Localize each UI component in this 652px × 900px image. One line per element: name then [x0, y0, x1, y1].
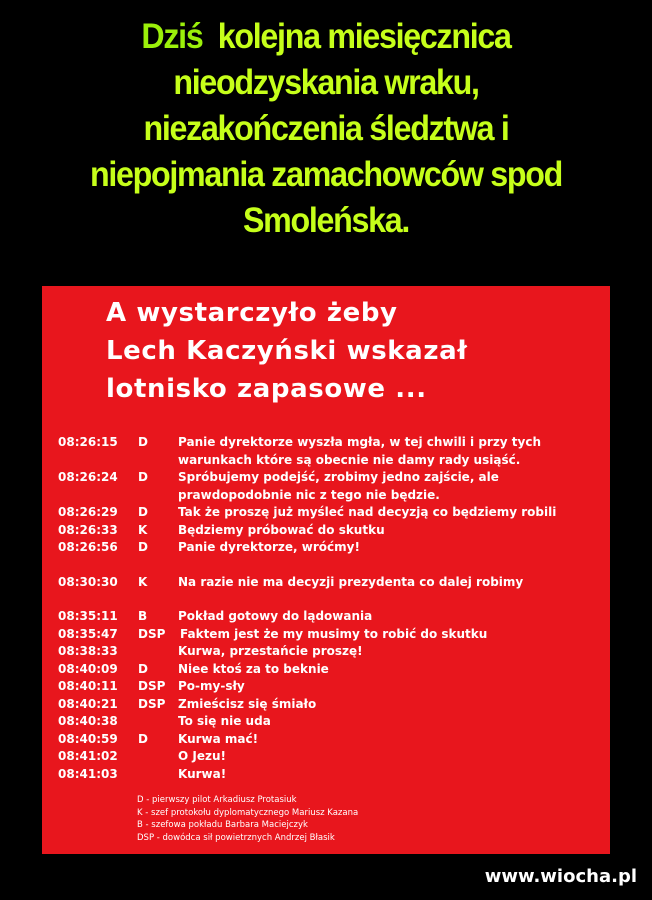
transcript-row — [58, 661, 603, 679]
transcript-row — [58, 626, 603, 644]
row-speaker: D — [138, 505, 148, 519]
row-speaker: D — [138, 470, 148, 484]
row-speaker: K — [138, 522, 148, 537]
row-text: Na razie nie ma decyzji prezydenta co dalej robimy — [178, 574, 524, 589]
row-text: Niee ktoś za to beknie — [178, 661, 329, 676]
row-text: Kurwa, przestańcie proszę! — [178, 644, 363, 658]
transcript-row — [58, 469, 603, 504]
transcript-row — [58, 766, 603, 784]
legend-item: D - pierwszy pilot Arkadiusz Protasiuk — [137, 795, 297, 805]
transcript-row — [58, 696, 603, 714]
transcript-row — [58, 539, 603, 557]
legend-item: K - szef protokołu dyplomatycznego Mariusz Kazana — [137, 807, 359, 818]
row-speaker: D — [138, 661, 148, 676]
row-time: 08:41:02 — [58, 749, 118, 763]
row-time: 08:26:56 — [58, 540, 118, 554]
panel-title-line-1: A wystarczyło żeby — [106, 298, 398, 328]
headline-line-1-rest: kolejna miesięcznica — [217, 17, 511, 56]
headline-line-2: nieodzyskania wraku, — [173, 63, 479, 102]
legend-item: DSP - dowódca sił powietrznych Andrzej Błasik — [137, 832, 335, 843]
legend-item: B - szefowa pokładu Barbara Maciejczyk — [137, 820, 308, 830]
row-time: 08:40:11 — [58, 679, 118, 693]
row-text: Tak że proszę już myśleć nad decyzją co będziemy robili — [178, 505, 557, 519]
row-time: 08:26:24 — [58, 470, 118, 484]
row-speaker: DSP — [138, 626, 166, 641]
row-text: Po-my-sły — [178, 679, 245, 693]
transcript-row — [58, 713, 603, 731]
panel-title-line-3: lotnisko zapasowe ... — [106, 374, 427, 404]
row-time: 08:30:30 — [58, 574, 118, 589]
transcript-row — [58, 608, 603, 626]
row-time: 08:40:59 — [58, 731, 118, 746]
row-time: 08:26:15 — [58, 435, 118, 449]
headline-first-word: Dziś — [141, 17, 203, 56]
row-time: 08:35:47 — [58, 626, 118, 641]
row-text: To się nie uda — [178, 714, 271, 728]
row-time: 08:40:38 — [58, 714, 118, 728]
headline-line-3: niezakończenia śledztwa i — [143, 109, 509, 148]
row-text: O Jezu! — [178, 749, 226, 763]
row-text: Kurwa mać! — [178, 731, 259, 746]
row-text: Kurwa! — [178, 766, 227, 781]
row-text: Zmieścisz się śmiało — [178, 696, 317, 711]
row-time: 08:40:09 — [58, 661, 118, 676]
row-text: Pokład gotowy do lądowania — [178, 609, 373, 623]
transcript-row — [58, 748, 603, 766]
transcript-row — [58, 574, 603, 592]
row-time: 08:26:29 — [58, 505, 118, 519]
row-time: 08:38:33 — [58, 644, 118, 658]
transcript-row — [58, 522, 603, 540]
transcript — [58, 434, 603, 783]
row-text: Panie dyrektorze wyszła mgła, w tej chwili i przy tych warunkach które są obecnie nie damy rady usiąść. — [178, 435, 542, 467]
speaker-legend — [137, 794, 358, 844]
row-speaker: D — [138, 540, 148, 554]
row-text: Spróbujemy podejść, zrobimy jedno zajście, ale prawdopodobnie nic z tego nie będzie. — [178, 470, 499, 502]
headline-line-1 — [26, 14, 626, 60]
transcript-panel — [42, 286, 610, 854]
transcript-row — [58, 731, 603, 749]
row-time: 08:41:03 — [58, 766, 118, 781]
headline — [26, 14, 626, 244]
transcript-row — [58, 504, 603, 522]
transcript-row — [58, 678, 603, 696]
watermark: www.wiocha.pl — [484, 866, 637, 887]
panel-title — [106, 294, 467, 408]
row-text: Faktem jest że my musimy to robić do skutku — [180, 626, 488, 641]
row-speaker: DSP — [138, 679, 166, 693]
transcript-row — [58, 434, 603, 469]
row-speaker: D — [138, 731, 148, 746]
panel-title-line-2: Lech Kaczyński wskazał — [106, 336, 468, 366]
headline-line-4: niepojmania zamachowców spod — [89, 155, 563, 194]
row-time: 08:40:21 — [58, 696, 118, 711]
transcript-row — [58, 643, 603, 661]
row-speaker: K — [138, 574, 148, 589]
row-text: Będziemy próbować do skutku — [178, 522, 385, 537]
row-speaker: DSP — [138, 696, 166, 711]
row-speaker: D — [138, 435, 148, 449]
row-time: 08:26:33 — [58, 522, 118, 537]
row-text: Panie dyrektorze, wróćmy! — [178, 540, 360, 554]
row-speaker: B — [138, 609, 148, 623]
row-time: 08:35:11 — [58, 609, 118, 623]
headline-line-5: Smoleńska. — [242, 201, 410, 240]
